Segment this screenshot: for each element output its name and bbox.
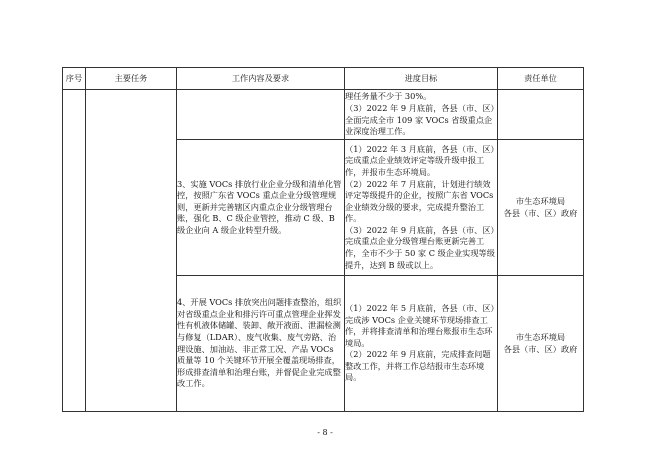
table-row: [63, 90, 584, 140]
task-cell: [86, 90, 177, 412]
target-cell: [345, 90, 498, 140]
header-task: 主要任务: [86, 68, 177, 90]
content-cell: [177, 90, 345, 140]
seq-cell: [63, 90, 86, 412]
header-row: [63, 68, 584, 90]
unit-name: 各县（市、区）政府: [503, 343, 578, 354]
target-item: （2）2022 年 9 月底前，完成排查问题整改工作，并将工作总结报市生态环境局。: [345, 349, 491, 383]
header-unit: 责任单位: [498, 68, 584, 90]
target-item: 理任务量不少于 30%。: [345, 91, 432, 102]
target-cell: [345, 140, 498, 276]
header-content: 工作内容及要求: [177, 68, 345, 90]
target-item: （3）2022 年 9 月底前，各县（市、区）完成重点企业分级管理台账更新完善工作，全市不少于 50 家 C 级企业实现等级提升，达到 B 级或以上。: [345, 224, 495, 270]
unit-name: 市生态环境局: [515, 195, 566, 206]
target-item: （2）2022 年 7 月底前，计划进行绩效评定等级提升的企业，按照广东省 VOCs 企业绩效分级的要求，完成提升整治工作。: [345, 178, 494, 224]
target-item: （3）2022 年 9 月底前，各县（市、区）全面完成全市 109 家 VOCs 省级重点企业深度治理工作。: [345, 102, 495, 137]
header-seq: 序号: [63, 68, 86, 90]
unit-name: 市生态环境局: [515, 331, 566, 342]
unit-cell: [498, 276, 584, 412]
unit-name: 各县（市、区）政府: [503, 207, 578, 218]
target-item: （1）2022 年 5 月底前，各县（市、区）完成涉 VOCs 企业关键环节现场排查工作，并将排查清单和治理台账报市生态环境局。: [345, 302, 495, 348]
header-target: 进度目标: [345, 68, 498, 90]
target-item: （1）2022 年 3 月底前，各县（市、区）完成重点企业绩效评定等级升级申报工作，并报市生态环境局。: [345, 143, 495, 177]
content-cell: 3、实施 VOCs 排放行业企业分级和清单化管控，按照广东省 VOCs 重点企业分级管理规则，更新并完善辖区内重点企业分级管理台账，强化 B、C 级企业管控，推动 C 级、B 级企业向 A 级企业转型升级。: [177, 140, 345, 276]
page-number: - 8 -: [317, 428, 333, 437]
task-table: [62, 67, 584, 412]
unit-cell: [498, 140, 584, 276]
content-cell: 4、开展 VOCs 排放突出问题排查整治，组织对省级重点企业和排污许可重点管理企业挥发性有机液体储罐、装卸、敞开液面、泄漏检测与修复（LDAR）、废气收集、废气旁路、治理设施、加油站、非正常工况、产品 VOCs 质量等 10 个关键环节开展全覆盖现场排查，形成排查清单和治理台账，并督促企业完成整改工作。: [177, 276, 345, 412]
target-cell: [345, 276, 498, 412]
unit-cell: [498, 90, 584, 140]
